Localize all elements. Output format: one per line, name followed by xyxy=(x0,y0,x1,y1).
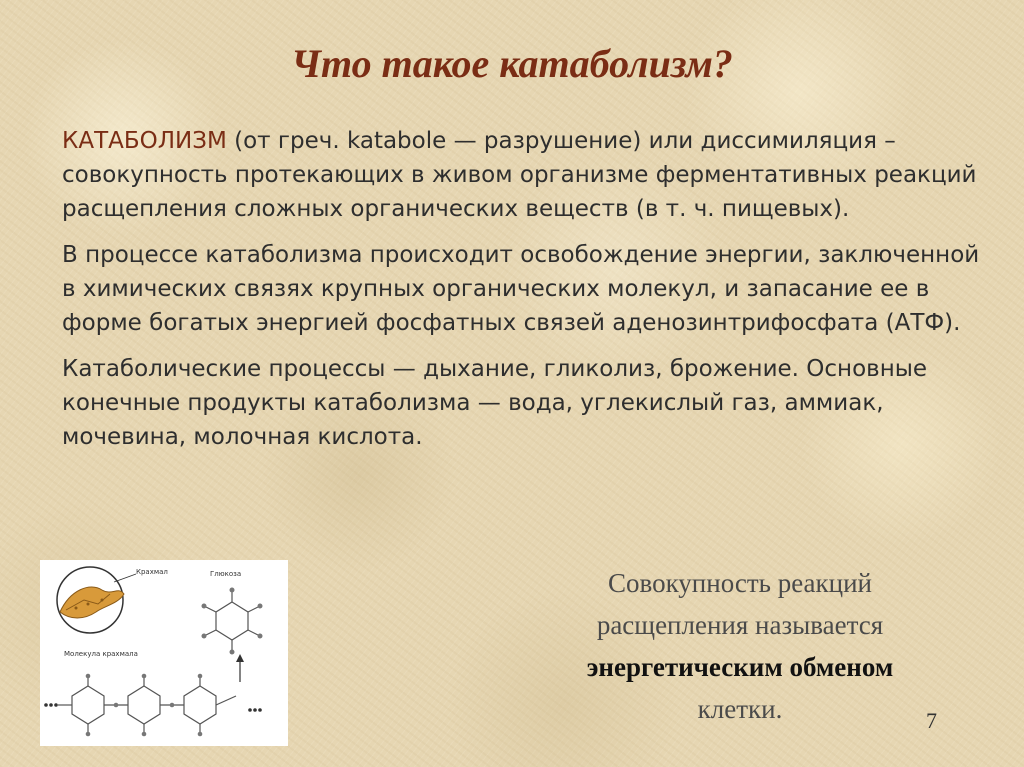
processes-paragraph: Катаболические процессы — дыхание, гликолиз, брожение. Основные конечные продукты катаболизма — вода, углекислый газ, аммиак, мочевина, молочная кислота. xyxy=(62,356,928,450)
caption-block xyxy=(520,562,960,730)
definition-term: КАТАБОЛИЗМ xyxy=(62,128,227,154)
arrow-up-icon xyxy=(236,654,244,682)
glucose-ring xyxy=(204,590,260,652)
ellipsis-icon xyxy=(44,703,262,712)
page-number: 7 xyxy=(926,708,937,733)
label-starch: Крахмал xyxy=(136,568,168,576)
definition-text: (от греч. katabole — разрушение) или диссимиляция – совокупность протекающих в живом организме ферментативных реакций расщепления сложных органических веществ (в т. ч. пищевых). xyxy=(62,128,977,222)
starch-grain-illustration xyxy=(57,567,136,633)
energy-paragraph: В процессе катаболизма происходит освобождение энергии, заключенной в химических связях крупных органических молекул, и запасание ее в форме богатых энергией фосфатных связей аденозинтрифосфата (АТФ). xyxy=(62,242,980,336)
label-glucose: Глюкоза xyxy=(210,570,242,578)
caption-line-1: Совокупность реакций xyxy=(608,568,872,598)
slide-title: Что такое катаболизм? xyxy=(291,41,733,86)
starch-glucose-figure xyxy=(40,560,288,746)
caption-line-4: клетки. xyxy=(697,694,783,724)
caption-line-2: расщепления называется xyxy=(596,610,884,640)
slide-body xyxy=(62,124,992,466)
definition-paragraph xyxy=(62,124,992,226)
caption-emphasis xyxy=(520,646,960,688)
label-starch-molecule: Молекула крахмала xyxy=(64,650,138,658)
starch-glucose-diagram xyxy=(40,560,288,746)
caption-emphasis-text: энергетическим обменом xyxy=(586,652,894,682)
starch-chain xyxy=(58,676,236,734)
